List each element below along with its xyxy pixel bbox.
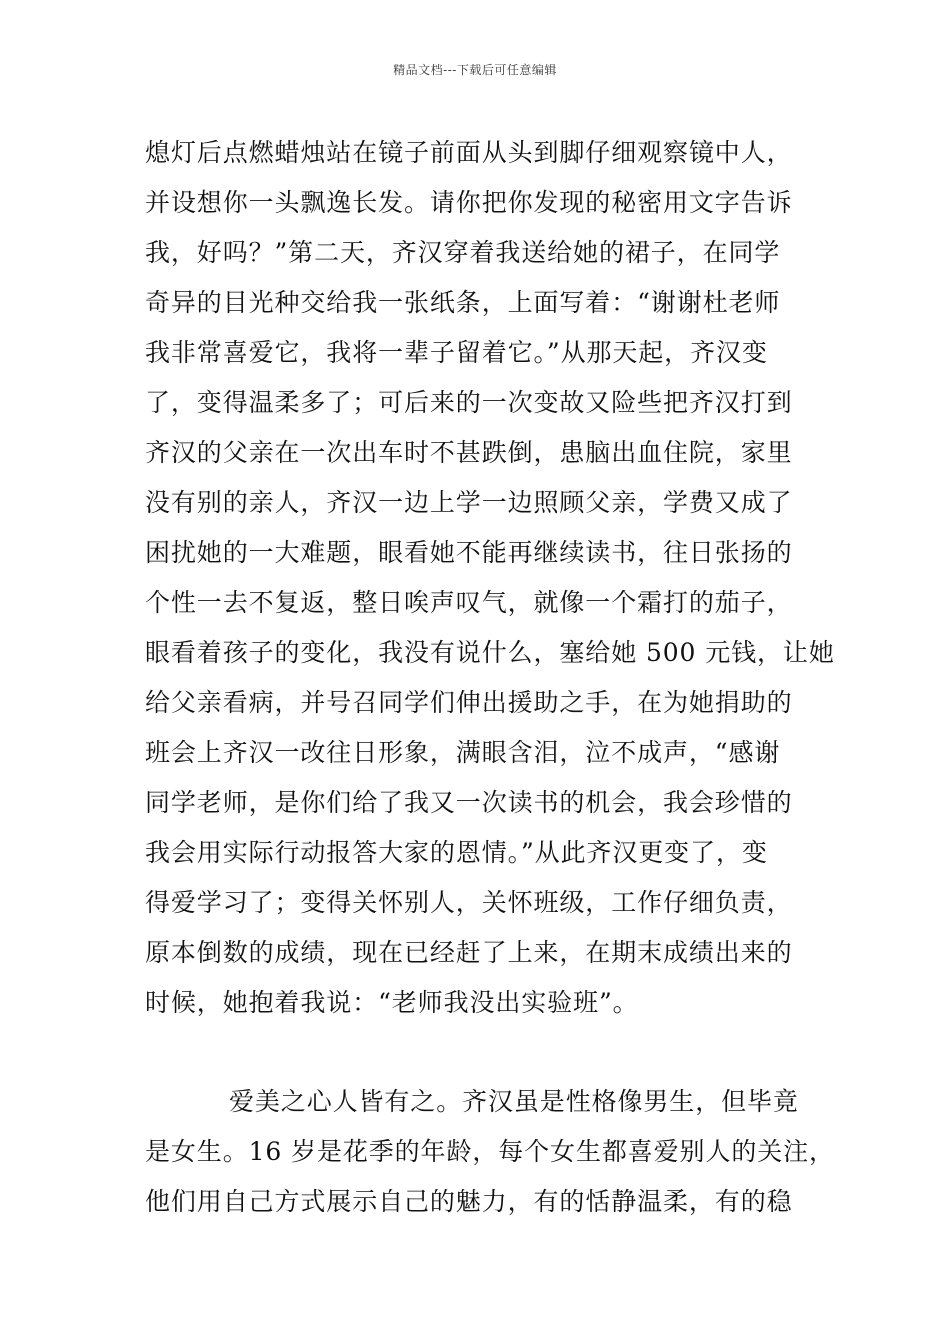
text-line: 班会上齐汉一改往日形象，满眼含泪，泣不成声，“感谢 — [145, 738, 781, 767]
text-line: 奇异的目光种交给我一张纸条，上面写着：“谢谢杜老师 — [145, 288, 781, 317]
text-line: 没有别的亲人，齐汉一边上学一边照顾父亲，学费又成了 — [145, 488, 793, 517]
text-line: 他们用自己方式展示自己的魅力，有的恬静温柔，有的稳 — [145, 1187, 793, 1216]
text-line: 同学老师，是你们给了我又一次读书的机会，我会珍惜的 — [145, 788, 793, 817]
text-line: 个性一去不复返，整日唉声叹气，就像一个霜打的茄子， — [145, 588, 793, 617]
text-line: 眼看着孩子的变化，我没有说什么，塞给她 500 元钱，让她 — [145, 638, 835, 667]
page-header: 精品文档---下载后可任意编辑 — [393, 63, 557, 77]
text-line: 是女生。16 岁是花季的年龄，每个女生都喜爱别人的关注， — [145, 1137, 835, 1166]
text-line: 熄灯后点燃蜡烛站在镜子前面从头到脚仔细观察镜中人， — [145, 138, 793, 167]
text-line: 原本倒数的成绩，现在已经赶了上来，在期末成绩出来的 — [145, 938, 793, 967]
text-line: 我，好吗？”第二天，齐汉穿着我送给她的裙子，在同学 — [145, 238, 781, 267]
body-text — [145, 128, 835, 1227]
paragraph-1 — [145, 128, 835, 1028]
text-line: 得爱学习了；变得关怀别人，关怀班级，工作仔细负责， — [145, 888, 793, 917]
text-line: 爱美之心人皆有之。齐汉虽是性格像男生，但毕竟 — [229, 1087, 799, 1116]
paragraph-2 — [145, 1077, 835, 1227]
text-line: 困扰她的一大难题，眼看她不能再继续读书，往日张扬的 — [145, 538, 793, 567]
text-line: 我非常喜爱它，我将一辈子留着它。”从那天起，齐汉变 — [145, 338, 768, 367]
text-line: 齐汉的父亲在一次出车时不甚跌倒，患脑出血住院，家里 — [145, 438, 793, 467]
text-line: 给父亲看病，并号召同学们伸出援助之手，在为她捐助的 — [145, 688, 793, 717]
text-line: 时候，她抱着我说：“老师我没出实验班”。 — [145, 988, 639, 1017]
text-line: 并设想你一头飘逸长发。请你把你发现的秘密用文字告诉 — [145, 188, 793, 217]
text-line: 我会用实际行动报答大家的恩情。”从此齐汉更变了，变 — [145, 838, 768, 867]
text-line: 了，变得温柔多了；可后来的一次变故又险些把齐汉打到 — [145, 388, 793, 417]
paragraph-spacer — [145, 1028, 835, 1077]
